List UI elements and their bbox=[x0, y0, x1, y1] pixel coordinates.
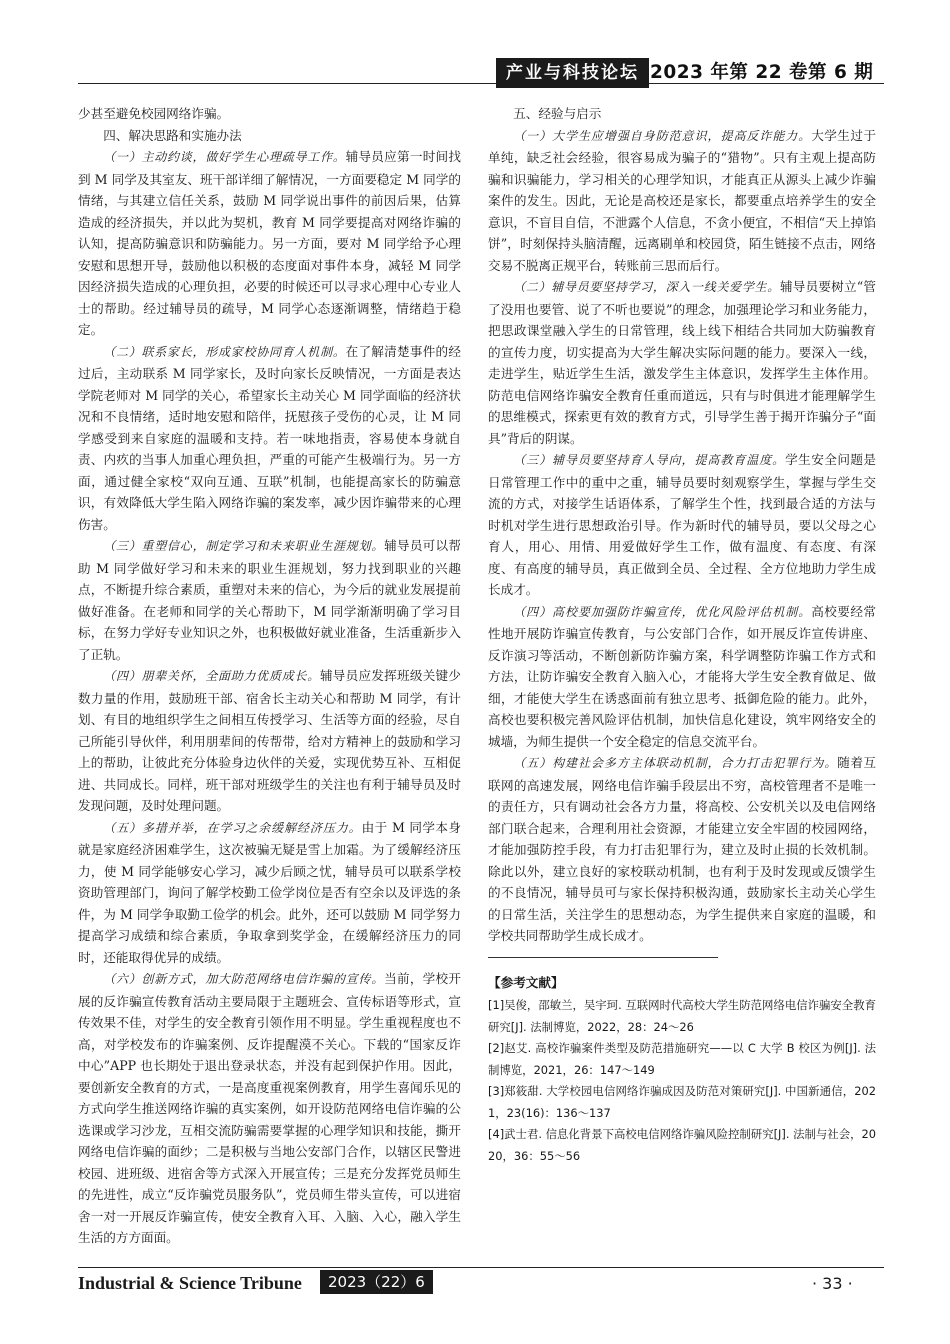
paragraph-3-body: 辅导员可以帮助 M 同学做好学习和未来的职业生涯规划，努力找到职业的兴趣点，不断提升综合素质，重塑对未来的信心，为今后的就业发展提前做好准备。在老师和同学的关心帮助下，M 同学渐渐明确了学习目标，在努力学好专业知识之外，也积极做好就业准备，生活重新步入了正轨。 bbox=[78, 538, 461, 662]
references-heading: 【参考文献】 bbox=[488, 974, 564, 990]
paragraph-5 bbox=[78, 817, 461, 969]
experience-3-lead: （三）辅导员要坚持育人导向，提高教育温度。 bbox=[513, 453, 786, 467]
paragraph-6 bbox=[78, 968, 461, 1249]
paragraph-1 bbox=[78, 146, 461, 341]
paragraph-5-lead: （五）多措并举，在学习之余缓解经济压力。 bbox=[103, 820, 362, 835]
page-number: · 33 · bbox=[812, 1274, 853, 1293]
experience-5-body: 随着互联网的高速发展，网络电信诈骗手段层出不穷，高校管理者不是唯一的责任方，只有调动社会各方力量，将高校、公安机关以及电信网络部门联合起来，合理利用社会资源，才能建立安全牢固的校园网络，才能加强防控手段，有力打击犯罪行为，建立及时止损的长效机制。除此以外，建立良好的家校联动机制，也有利于及时发现或反馈学生的不良情况，辅导员可与家长保持积极沟通，鼓励家长主动关心学生的日常生活，关注学生的思想动态，为学生提供来自家庭的温暖，和学校共同帮助学生成长成才。 bbox=[488, 755, 876, 943]
reference-item: [3]郑筱甜. 大学校园电信网络诈骗成因及防范对策研究[J]. 中国新通信，2021，23(16)：136～137 bbox=[488, 1084, 876, 1120]
reference-item: [1]吴俊，邵敏兰，吴宇珂. 互联网时代高校大学生防范网络电信诈骗安全教育研究[J]. 法制博览，2022，28：24～26 bbox=[488, 998, 876, 1034]
reference-item: [4]武士君. 信息化背景下高校电信网络诈骗风险控制研究[J]. 法制与社会，2020，36：55～56 bbox=[488, 1127, 876, 1163]
experience-4-lead: （四）高校要加强防诈骗宣传，优化风险评估机制。 bbox=[513, 604, 812, 619]
paragraph-4-body: 辅导员应发挥班级关键少数力量的作用，鼓励班干部、宿舍长主动关心和帮助 M 同学，有计划、有目的地组织学生之间相互传授学习、生活等方面的经验，尽自己所能引导伙伴，利用朋辈间的传帮带，给对方精神上的鼓励和学习上的帮助，让彼此充分体验身边伙伴的关爱，实现优势互补、互相促进、共同成长。同样，班干部对班级学生的关注也有利于辅导员及时发现问题，及时处理问题。 bbox=[78, 668, 461, 813]
paragraph-6-lead: （六）创新方式，加大防范网络电信诈骗的宣传。 bbox=[103, 972, 385, 986]
footer-journal-name: Industrial & Science Tribune bbox=[78, 1273, 302, 1293]
paragraph-1-body: 辅导员应第一时间找到 M 同学及其室友、班干部详细了解情况，一方面要稳定 M 同学的情绪，与其建立信任关系，鼓励 M 同学说出事件的前因后果，估算造成的经济损失，并以此为契机，教育 M 同学要提高对网络诈骗的认知，提高防骗意识和防骗能力。另一方面，要对 M 同学给予心理安慰和思想开导，鼓励他以积极的态度面对事件本身，减轻 M 同学因经济损失造成的心理负担，必要的时候还可以寻求心理中心专业人士的帮助。经过辅导员的疏导，M 同学心态逐渐调整，情绪趋于稳定。 bbox=[78, 149, 461, 337]
paragraph-5-body: 由于 M 同学本身就是家庭经济困难学生，这次被骗无疑是雪上加霜。为了缓解经济压力，使 M 同学能够安心学习，减少后顾之忧，辅导员可以联系学校资助管理部门，询问了解学校勤工俭学岗位是否有空余以及评选的条件，为 M 同学争取勤工俭学的机会。此外，还可以鼓励 M 同学努力提高学习成绩和综合素质，争取拿到奖学金，在缓解经济压力的同时，还能取得优异的成绩。 bbox=[78, 819, 461, 965]
paragraph-2-lead: （二）联系家长，形成家校协同育人机制。 bbox=[103, 344, 346, 359]
paragraph-4-lead: （四）朋辈关怀，全面助力优质成长。 bbox=[103, 669, 320, 683]
experience-1 bbox=[488, 125, 876, 277]
experience-5 bbox=[488, 752, 876, 947]
experience-2 bbox=[488, 276, 876, 449]
journal-title: 产业与科技论坛 bbox=[496, 58, 649, 88]
experience-3-body: 学生安全问题是日常管理工作中的重中之重，辅导员要时刻观察学生，掌握与学生交流的方式，对接学生话语体系，了解学生个性，找到最合适的方法与时机对学生进行思想政治引导。作为新时代的辅导员，要以父母之心育人，用心、用情、用爱做好学生工作，做有温度、有态度、有深度、有高度的辅导员，真正做到全员、全过程、全方位地助力学生成长成才。 bbox=[488, 452, 876, 597]
footer-issue: 2023（22）6 bbox=[320, 1270, 433, 1294]
experience-3 bbox=[488, 449, 876, 601]
right-column bbox=[488, 103, 876, 1167]
paragraph-1-lead: （一）主动约谈，做好学生心理疏导工作。 bbox=[103, 150, 346, 164]
paragraph-3-lead: （三）重塑信心，制定学习和未来职业生涯规划。 bbox=[103, 539, 385, 553]
experience-5-lead: （五）构建社会多方主体联动机制，合力打击犯罪行为。 bbox=[513, 756, 838, 770]
experience-4 bbox=[488, 601, 876, 753]
paragraph-6-body: 当前，学校开展的反诈骗宣传教育活动主要局限于主题班会、宣传标语等形式，宣传效果不佳，对学生的安全教育引领作用不明显。学生重视程度也不高，对学校发布的诈骗案例、反诈提醒漠不关心。下载的“国家反诈中心”APP 也长期处于退出登录状态，并没有起到保护作用。因此，要创新安全教育的方式，一是高度重视案例教育，用学生喜闻乐见的方式向学生推送网络诈骗的真实案例，如开设防范网络电信诈骗的公选课或学习沙龙，互相交流防骗需要掌握的心理学知识和技能，撕开网络电信诈骗的面纱；二是积极与当地公安部门合作，以辖区民警进校园、进班级、进宿舍等方式深入开展宣传；三是充分发挥党员师生的先进性，成立“反诈骗党员服务队”，党员师生带头宣传，可以进宿舍一对一开展反诈骗宣传，使安全教育入耳、入脑、入心，融入学生生活的方方面面。 bbox=[78, 971, 461, 1245]
issue-label: 2023 年第 22 卷第 6 期 bbox=[650, 62, 874, 83]
intro-text: 少甚至避免校园网络诈骗。 bbox=[78, 106, 230, 121]
footer-rule bbox=[78, 1267, 884, 1268]
left-column bbox=[78, 103, 461, 1249]
paragraph-4 bbox=[78, 665, 461, 817]
reference-item: [2]赵艾. 高校诈骗案件类型及防范措施研究——以 C 大学 B 校区为例[J]. 法制博览，2021，26：147～149 bbox=[488, 1041, 876, 1077]
paragraph-2 bbox=[78, 341, 461, 536]
experience-1-lead: （一）大学生应增强自身防范意识，提高反诈能力。 bbox=[513, 128, 812, 143]
paragraph-3 bbox=[78, 535, 461, 665]
experience-2-lead: （二）辅导员要坚持学习，深入一线关爱学生。 bbox=[513, 280, 780, 294]
experience-4-body: 高校要经常性地开展防诈骗宣传教育，与公安部门合作，如开展反诈宣传讲座、反诈演习等活动，不断创新防诈骗方案，科学调整防诈骗工作方式和方法，让防诈骗安全教育入脑入心，才能将大学生安全教育做足、做细，才能使大学生在诱惑面前有独立思考、抵御危险的能力。此外，高校也要积极完善风险评估机制，加快信息化建设，筑牢网络安全的城墙，为师生提供一个安全稳定的信息交流平台。 bbox=[488, 603, 876, 749]
paragraph-2-body: 在了解清楚事件的经过后，主动联系 M 同学家长，及时向家长反映情况，一方面是表达学院老师对 M 同学的关心，希望家长主动关心 M 同学面临的经济状况和不良情绪，适时地安慰和陪伴，抚慰孩子受伤的心灵，让 M 同学感受到来自家庭的温暖和支持。若一味地指责，容易使本身就自责、内疚的当事人加重心理负担，严重的可能产生极端行为。另一方面，通过健全家校“双向互通、互联”机制，也能提高家长的防骗意识，有效降低大学生陷入网络诈骗的案发率，减少因诈骗带来的心理伤害。 bbox=[78, 343, 461, 532]
experience-1-body: 大学生过于单纯，缺乏社会经验，很容易成为骗子的“猎物”。只有主观上提高防骗和识骗能力，学习相关的心理学知识，才能真正从源头上减少诈骗案件的发生。因此，无论是高校还是家长，都要重点培养学生的安全意识，不盲目自信，不泄露个人信息，不贪小便宜，不相信“天上掉馅饼”，时刻保持头脑清醒，远离刷单和校园贷，陌生链接不点击，网络交易不脱离正规平台，转账前三思而后行。 bbox=[488, 127, 876, 273]
section-4-title: 四、解决思路和实施办法 bbox=[103, 127, 242, 143]
references-divider bbox=[488, 957, 718, 958]
section-5-title: 五、经验与启示 bbox=[513, 106, 602, 121]
experience-2-body: 辅导员要树立“管了没用也要管、说了不听也要说”的理念，加强理论学习和业务能力，把思政课堂融入学生的日常管理，线上线下相结合共同加大防骗教育的宣传力度，切实提高为大学生解决实际问题的能力。要深入一线，走进学生，贴近学生生活，激发学生主体意识，发挥学生主体作用。防范电信网络诈骗安全教育任重而道远，只有与时俱进才能理解学生的思维模式，探索更有效的教育方式，引导学生善于揭开诈骗分子“面具”背后的阴谋。 bbox=[488, 279, 876, 446]
